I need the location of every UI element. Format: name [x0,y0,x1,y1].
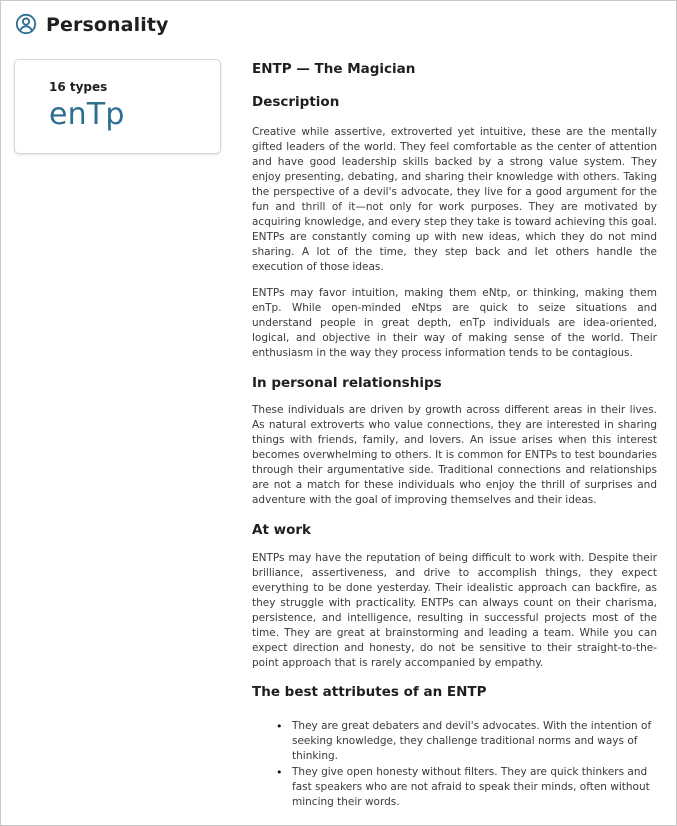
at-work-heading: At work [252,522,311,538]
personal-relationships-heading: In personal relationships [252,375,442,391]
attribute-item [276,719,657,764]
best-attributes-heading: The best attributes of an ENTP [252,684,487,700]
description-paragraph-1: Creative while assertive, extroverted yet intuitive, these are the mentally gifted leaders of the world. They feel comfortable as the center of attention and have good leadership skills backed by a strong value system. They enjoy presenting, debating, and sharing their knowledge with others. Taking the perspective of a devil's advocate, they live for a good argument for the fun and thrill of it—not only for work purposes. They are motivated by acquiring knowledge, and every step they take is toward achieving this goal. ENTPs are constantly coming up with new ideas, which they do not mind sharing. A lot of the time, they step back and let others handle the execution of those ideas. [252,126,657,273]
page-title: Personality [46,14,169,36]
attribute-text-2: They give open honesty without filters. They are quick thinkers and fast speakers who are not afraid to speak their minds, often without mincing their words. [292,766,650,808]
person-circle-icon [15,13,37,35]
types-label: 16 types [49,80,108,94]
at-work-paragraph: ENTPs may have the reputation of being difficult to work with. Despite their brilliance, assertiveness, and drive to accomplish things, they expect everything to be done yesterday. Their idealistic approach can backfire, as they struggle with practicality. ENTPs can always count on their charisma, persistence, and intelligence, resulting in successful projects most of the time. They are great at brainstorming and leading a team. While you can expect direction and honesty, do not be sensitive to their straight-to-the-point approach that is rarely accompanied by empathy. [252,552,657,669]
best-attributes-list [252,719,657,810]
bullet-icon: • [276,720,283,733]
page-header [1,1,676,49]
bullet-icon: • [276,766,283,779]
personality-title: ENTP — The Magician [252,61,416,77]
attribute-text-1: They are great debaters and devil's advocates. With the intention of seeking knowledge, they challenge traditional norms and ways of thinking. [292,720,652,762]
description-paragraph-2: ENTPs may favor intuition, making them eNtp, or thinking, making them enTp. While open-minded eNtps are quick to seize situations and understand people in great depth, enTp individuals are idea-oriented, logical, and objective in their way of making sense of the world. Their enthusiasm in the way they process information tends to be contagious. [252,287,657,359]
description-heading: Description [252,94,340,110]
attribute-item [276,765,657,810]
personality-description [252,59,657,811]
personal-relationships-paragraph: These individuals are driven by growth across different areas in their lives. As natural extroverts who value connections, they are interested in sharing things with friends, family, and lovers. An issue arises when this interest becomes overwhelming to others. It is common for ENTPs to test boundaries through their argumentative side. Traditional connections and relationships are not a match for these individuals who enjoy the thrill of surprises and adventure with the goal of improving themselves and their ideas. [252,404,657,506]
personality-types-card [14,59,221,154]
personality-type-value: enTp [49,97,125,132]
